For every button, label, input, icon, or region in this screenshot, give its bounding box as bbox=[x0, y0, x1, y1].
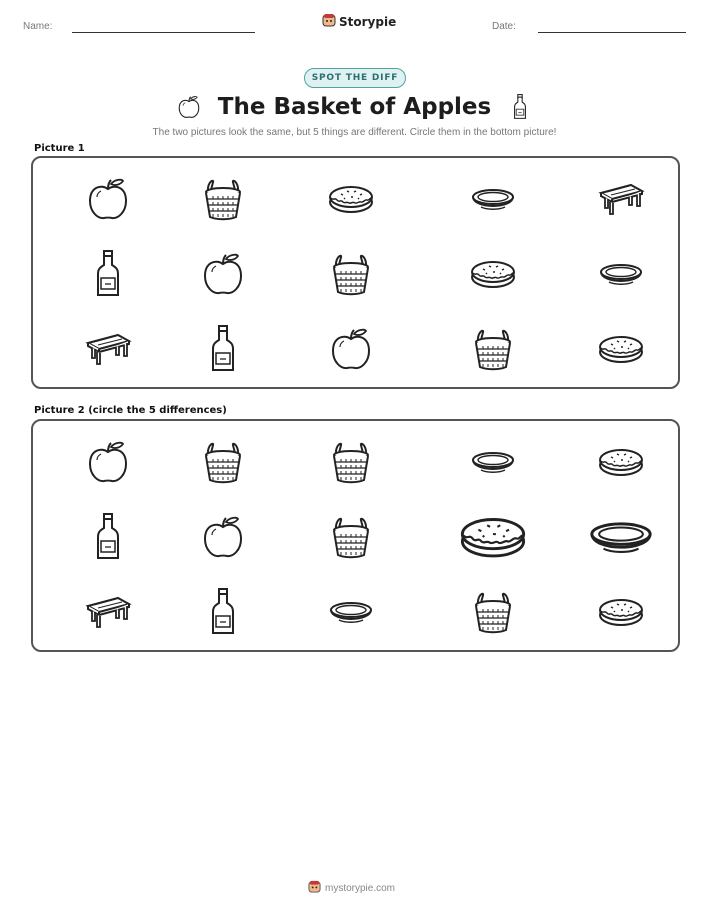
basket-icon[interactable] bbox=[327, 513, 375, 561]
bottle-icon[interactable] bbox=[199, 588, 247, 636]
apple-icon[interactable] bbox=[199, 513, 247, 561]
brand-name: Storypie bbox=[339, 14, 397, 29]
storypie-footer-icon bbox=[308, 880, 321, 896]
apple-icon[interactable] bbox=[84, 438, 132, 486]
storypie-mascot-icon bbox=[322, 13, 336, 30]
pie-icon bbox=[327, 175, 375, 223]
basket-icon bbox=[469, 325, 517, 373]
picture-2-panel[interactable] bbox=[31, 419, 680, 652]
footer bbox=[308, 880, 395, 896]
dish-icon bbox=[469, 175, 517, 223]
spot-the-diff-badge: SPOT THE DIFF bbox=[304, 68, 406, 88]
worksheet-header bbox=[0, 0, 709, 48]
bottle-icon bbox=[199, 325, 247, 373]
pie-icon[interactable] bbox=[458, 502, 528, 572]
brand-logo bbox=[322, 13, 396, 30]
pie-icon bbox=[469, 250, 517, 298]
instructions: The two pictures look the same, but 5 things are different. Circle them in the bottom picture! bbox=[152, 127, 557, 138]
name-label: Name: bbox=[23, 21, 53, 32]
footer-url[interactable]: mystorypie.com bbox=[325, 882, 396, 894]
pie-icon bbox=[597, 325, 645, 373]
basket-icon bbox=[199, 175, 247, 223]
picture-1-panel bbox=[31, 156, 680, 389]
basket-icon[interactable] bbox=[199, 438, 247, 486]
date-line[interactable] bbox=[538, 32, 686, 33]
stool-icon bbox=[84, 325, 132, 373]
bottle-icon bbox=[84, 250, 132, 298]
apple-icon bbox=[327, 325, 375, 373]
picture-1-label: Picture 1 bbox=[34, 143, 85, 154]
dish-icon[interactable] bbox=[469, 438, 517, 486]
date-label: Date: bbox=[492, 21, 516, 32]
basket-icon[interactable] bbox=[469, 588, 517, 636]
apple-icon bbox=[84, 175, 132, 223]
title-text: The Basket of Apples bbox=[217, 94, 492, 120]
basket-icon[interactable] bbox=[327, 438, 375, 486]
basket-icon bbox=[327, 250, 375, 298]
stool-icon[interactable] bbox=[84, 588, 132, 636]
name-line[interactable] bbox=[72, 32, 255, 33]
stool-icon bbox=[597, 175, 645, 223]
dish-icon[interactable] bbox=[327, 588, 375, 636]
page-title bbox=[0, 92, 709, 122]
dish-icon[interactable] bbox=[586, 502, 656, 572]
pie-icon[interactable] bbox=[597, 588, 645, 636]
dish-icon bbox=[597, 250, 645, 298]
bottle-icon[interactable] bbox=[84, 513, 132, 561]
pie-icon[interactable] bbox=[597, 438, 645, 486]
apple-icon bbox=[199, 250, 247, 298]
bottle-title-icon bbox=[507, 92, 533, 122]
apple-title-icon bbox=[176, 94, 202, 120]
picture-2-label: Picture 2 (circle the 5 differences) bbox=[34, 405, 227, 416]
